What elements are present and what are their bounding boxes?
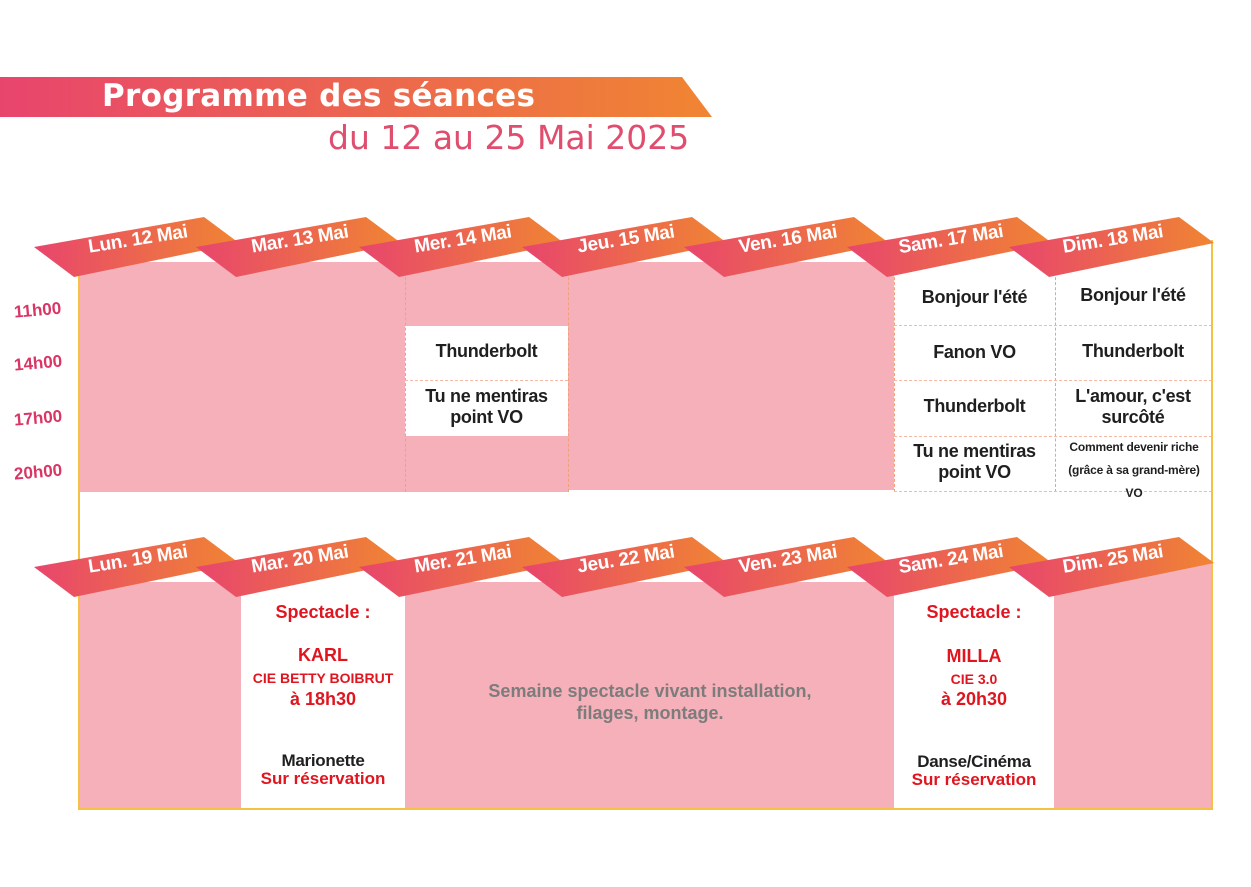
grid-line [894, 380, 1212, 381]
day-label: Ven. 16 Mai [737, 221, 839, 258]
time-label: 20h00 [13, 460, 63, 484]
time-label: 14h00 [13, 351, 63, 375]
screening-title: L'amour, c'est surcôté [1075, 386, 1191, 427]
show-genre: Marionette [281, 751, 365, 770]
week2-closed-mon [80, 582, 241, 808]
grid-line [405, 262, 406, 492]
week1-closed-wed-bottom [405, 436, 568, 492]
day-label: Dim. 18 Mai [1061, 221, 1165, 258]
screening-title: Bonjour l'été [1080, 285, 1186, 305]
day-label: Ven. 23 Mai [737, 541, 839, 578]
day-label: Dim. 25 Mai [1061, 541, 1165, 578]
day-label: Mar. 13 Mai [249, 221, 351, 258]
screening-title: Comment devenir riche (grâce à sa grand-mère) VO [1068, 440, 1200, 500]
screening-title: Tu ne mentiras point VO [913, 441, 1036, 482]
show-company: CIE BETTY BOIBRUT [252, 670, 394, 686]
show-company: CIE 3.0 [950, 671, 998, 687]
frame-bottom [78, 808, 1213, 810]
day-label: Lun. 19 Mai [86, 541, 190, 578]
screening-title: Fanon VO [933, 342, 1016, 362]
show-time: à 20h30 [940, 689, 1008, 709]
day-label: Sam. 17 Mai [897, 220, 1005, 259]
show-name: MILLA [946, 646, 1002, 666]
time-label: 17h00 [13, 406, 63, 430]
day-label: Mer. 14 Mai [412, 221, 514, 258]
time-label: 11h00 [13, 298, 62, 322]
screening-title: Thunderbolt [923, 396, 1026, 416]
show-booking: Sur réservation [260, 769, 386, 788]
show-heading: Spectacle : [275, 602, 371, 622]
day-label: Lun. 12 Mai [86, 221, 190, 258]
show-time: à 18h30 [289, 689, 357, 709]
frame-right [1211, 240, 1213, 810]
week-note: Semaine spectacle vivant installation, filages, montage. [488, 681, 812, 723]
day-label: Jeu. 15 Mai [575, 221, 677, 258]
screening-title: Thunderbolt [435, 341, 538, 361]
day-label: Mer. 21 Mai [412, 541, 514, 578]
show-genre: Danse/Cinéma [917, 752, 1031, 771]
grid-line [568, 262, 569, 492]
screening-title: Bonjour l'été [921, 287, 1028, 307]
page-subtitle: du 12 au 25 Mai 2025 [328, 118, 690, 157]
day-label: Mar. 20 Mai [249, 541, 351, 578]
grid-line [894, 325, 1212, 326]
week1-closed-mon-tue [80, 262, 405, 492]
screening-title: Tu ne mentiras point VO [425, 386, 548, 427]
grid-line [405, 380, 568, 381]
show-name: KARL [298, 645, 348, 665]
day-label: Jeu. 22 Mai [575, 541, 677, 578]
show-booking: Sur réservation [911, 770, 1037, 789]
day-ribbon [1009, 215, 1219, 285]
page-title: Programme des séances [102, 78, 536, 114]
show-heading: Spectacle : [926, 602, 1022, 622]
day-ribbon [1009, 535, 1219, 605]
screening-title: Thunderbolt [1082, 341, 1184, 361]
week1-closed-thu-fri [568, 262, 894, 490]
day-label: Sam. 24 Mai [897, 540, 1005, 579]
